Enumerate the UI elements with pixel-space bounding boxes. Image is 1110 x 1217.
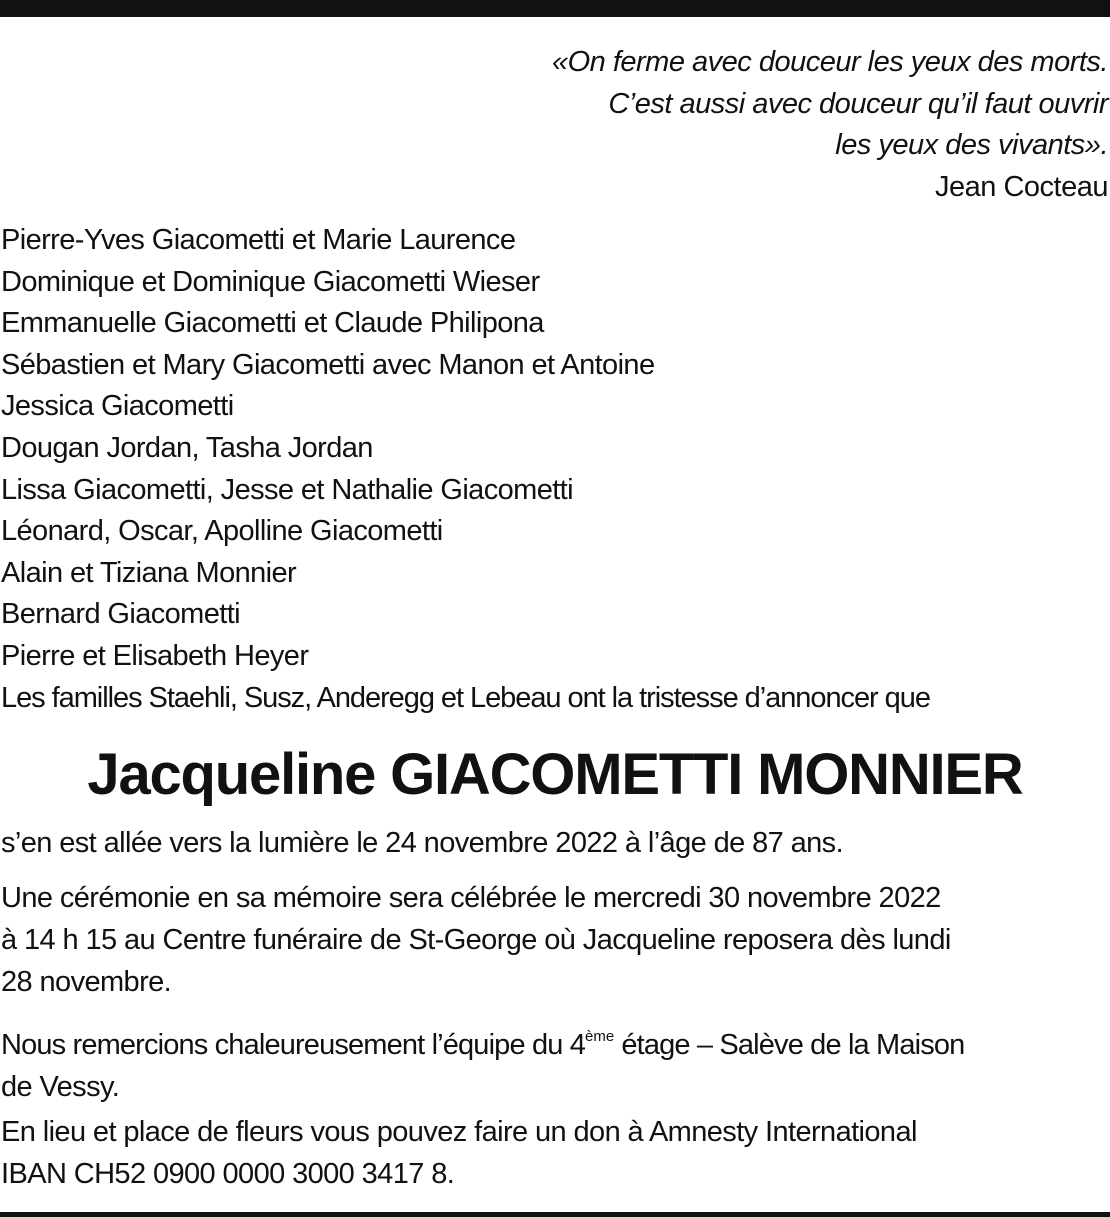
thanks-text-after: étage – Salève de la Maison xyxy=(614,1029,965,1061)
deceased-name: Jacqueline GIACOMETTI MONNIER xyxy=(87,742,1023,807)
quote-line: les yeux des vivants». xyxy=(835,129,1108,161)
family-line: Lissa Giacometti, Jesse et Nathalie Giacometti xyxy=(1,473,573,506)
family-line: Emmanuelle Giacometti et Claude Philipona xyxy=(1,307,544,340)
ceremony-line: à 14 h 15 au Centre funéraire de St-George où Jacqueline reposera dès lundi xyxy=(1,923,951,956)
family-line: Bernard Giacometti xyxy=(1,598,241,631)
thanks-line xyxy=(1,1016,1109,1067)
family-line: Dominique et Dominique Giacometti Wieser xyxy=(1,265,540,298)
donation-paragraph xyxy=(1,1112,1109,1196)
bottom-border-rule xyxy=(0,1212,1110,1217)
family-line: Dougan Jordan, Tasha Jordan xyxy=(1,431,373,464)
donation-iban-line: IBAN CH52 0900 0000 3000 3417 8. xyxy=(1,1157,455,1190)
epigraph-quote xyxy=(348,42,1108,208)
passing-line: s’en est allée vers la lumière le 24 novembre 2022 à l’âge de 87 ans. xyxy=(1,827,844,859)
ordinal-superscript: ème xyxy=(585,1028,615,1045)
family-line: Pierre-Yves Giacometti et Marie Laurence xyxy=(1,224,516,256)
passing-paragraph xyxy=(1,823,1109,865)
ceremony-line: 28 novembre. xyxy=(1,965,172,998)
donation-line: En lieu et place de fleurs vous pouvez faire un don à Amnesty International xyxy=(1,1116,917,1148)
thanks-text-before: Nous remercions chaleureusement l’équipe du 4 xyxy=(1,1029,585,1061)
quote-line: C’est aussi avec douceur qu’il faut ouvrir xyxy=(608,87,1108,120)
family-line: Sébastien et Mary Giacometti avec Manon et Antoine xyxy=(1,348,655,381)
family-list xyxy=(1,220,1109,719)
top-border-rule xyxy=(0,0,1110,17)
ceremony-paragraph xyxy=(1,878,1109,1003)
family-announcement-line: Les familles Staehli, Susz, Anderegg et Lebeau ont la tristesse d’annoncer que xyxy=(1,681,930,714)
family-line: Pierre et Elisabeth Heyer xyxy=(1,639,309,672)
family-line: Jessica Giacometti xyxy=(1,390,234,423)
family-line: Alain et Tiziana Monnier xyxy=(1,556,297,589)
ceremony-line: Une cérémonie en sa mémoire sera célébrée le mercredi 30 novembre 2022 xyxy=(1,882,941,914)
thanks-line: de Vessy. xyxy=(1,1070,120,1103)
quote-line: «On ferme avec douceur les yeux des morts. xyxy=(551,46,1108,78)
quote-author: Jean Cocteau xyxy=(935,170,1108,203)
family-line: Léonard, Oscar, Apolline Giacometti xyxy=(1,515,443,548)
thanks-paragraph xyxy=(1,1016,1109,1109)
